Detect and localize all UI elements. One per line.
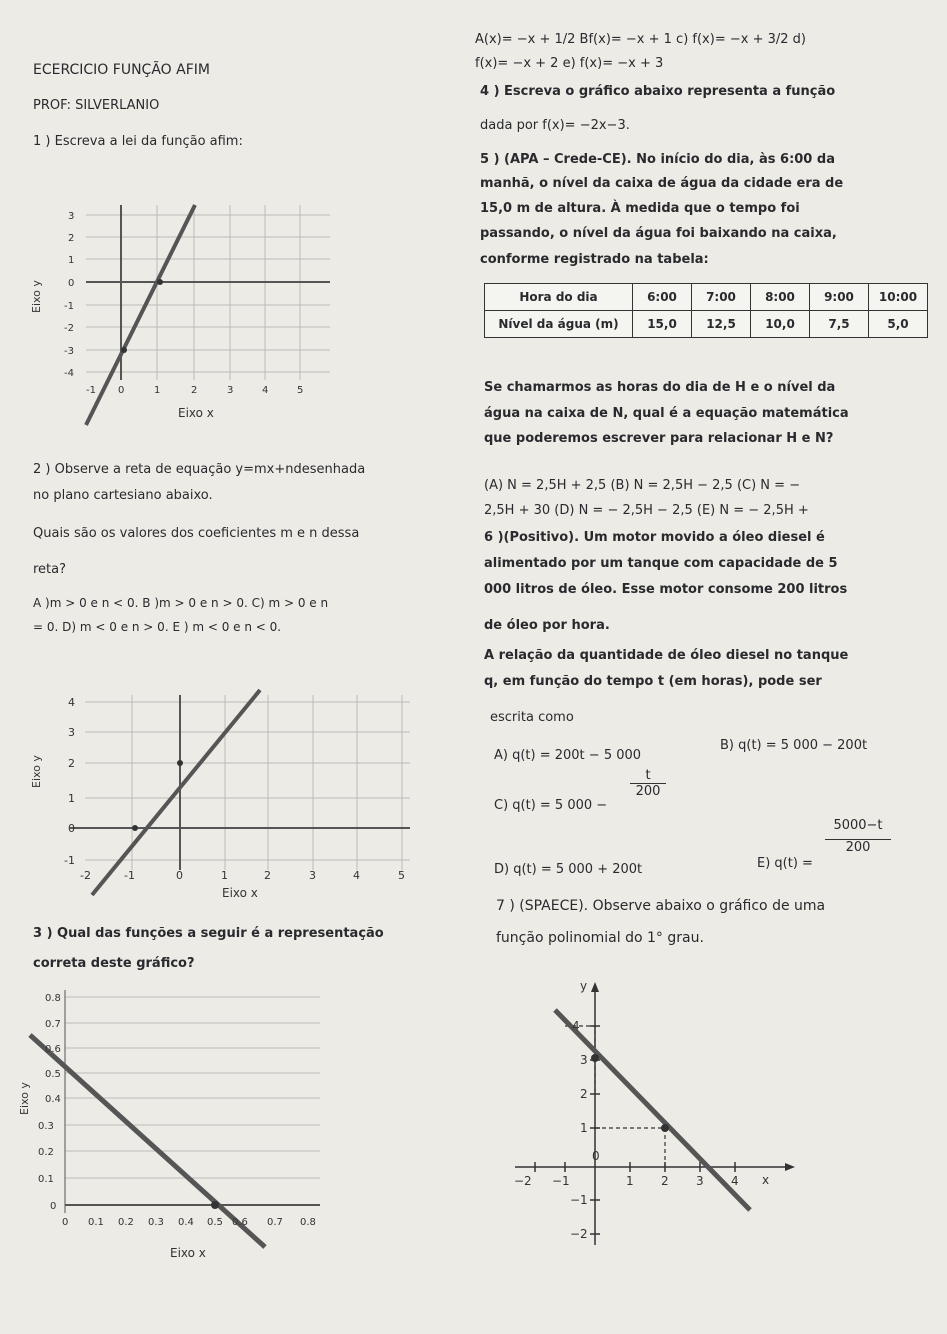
q6-option-a: A) q(t) = 200t − 5 000: [494, 748, 642, 763]
q2-xlabel: Eixo x: [222, 886, 258, 900]
q6-line: A relação da quantidade de óleo diesel no tanque: [484, 648, 849, 663]
q2-line: [92, 690, 260, 895]
q6-line: q, em função do tempo t (em horas), pode ser: [484, 674, 822, 689]
q3-xtick: 0.8: [300, 1217, 316, 1228]
q3-line2: correta deste gráfico?: [33, 956, 195, 971]
q1-xtick: 3: [227, 385, 234, 396]
table-cell: 10,0: [751, 311, 810, 338]
q3-graph: [20, 985, 340, 1265]
q7-xtick: 2: [661, 1174, 669, 1188]
q6-line: alimentado por um tanque com capacidade de 5: [484, 556, 838, 571]
q3-ytick: 0.1: [38, 1174, 54, 1185]
q1-ytick: 3: [68, 211, 75, 222]
q7-ytick: −2: [570, 1227, 588, 1241]
q5-after: água na caixa de N, qual é a equação matemática: [484, 406, 849, 421]
q6-line: 6 )(Positivo). Um motor movido a óleo diesel é: [484, 530, 825, 545]
water-level-table: [484, 283, 928, 338]
q1-ytick: -3: [64, 346, 74, 357]
q1-ytick: -1: [64, 301, 74, 312]
q2-xtick: 5: [398, 869, 405, 882]
q3-xtick: 0.5: [207, 1217, 223, 1228]
q1-xtick: -1: [86, 385, 96, 396]
teacher-name: PROF: SILVERLANIO: [33, 98, 160, 113]
q2-options2: = 0. D) m < 0 e n > 0. E ) m < 0 e n < 0.: [33, 620, 282, 634]
fraction-numerator: 5000−t: [833, 818, 883, 833]
q3-ytick: 0.7: [45, 1019, 61, 1030]
q2-ylabel: Eixo y: [30, 755, 43, 788]
table-cell: 10:00: [869, 284, 928, 311]
q3-ytick: 0: [50, 1201, 57, 1212]
q7-line2: função polinomial do 1° grau.: [496, 930, 704, 946]
q1-statement: 1 ) Escreva a lei da função afim:: [33, 134, 243, 149]
q2-line3: Quais são os valores dos coeficientes m e n dessa: [33, 526, 360, 541]
q5-options1: (A) N = 2,5H + 2,5 (B) N = 2,5H − 2,5 (C) N = −: [484, 478, 801, 493]
q1-xtick: 2: [191, 385, 198, 396]
q5-line: conforme registrado na tabela:: [480, 252, 709, 267]
q1-xtick: 5: [297, 385, 304, 396]
q2-line4: reta?: [33, 562, 67, 577]
q1-options-line2: f(x)= −x + 2 e) f(x)= −x + 3: [475, 56, 664, 71]
q1-ytick: -4: [64, 368, 74, 379]
q1-xtick: 4: [262, 385, 269, 396]
q2-xtick: 2: [264, 869, 271, 882]
q1-xtick: 0: [118, 385, 125, 396]
page-title: ECERCICIO FUNÇÃO AFIM: [33, 62, 210, 78]
q6-line: escrita como: [490, 710, 574, 725]
q1-ytick: 1: [68, 255, 75, 266]
q3-xtick: 0.3: [148, 1217, 164, 1228]
q3-ytick: 0.3: [38, 1121, 54, 1132]
q2-graph: [30, 690, 420, 905]
table-header: Hora do dia: [485, 284, 633, 311]
q5-line: passando, o nível da água foi baixando na caixa,: [480, 226, 837, 241]
q3-line1: 3 ) Qual das funções a seguir é a representação: [33, 926, 384, 941]
q7-ylabel: y: [580, 979, 588, 993]
q6-option-e-fraction: [825, 818, 891, 855]
q3-xtick: 0.2: [118, 1217, 134, 1228]
table-cell: 12,5: [692, 311, 751, 338]
table-cell: 8:00: [751, 284, 810, 311]
q7-xtick: 0: [592, 1149, 600, 1163]
q3-xtick: 0.6: [232, 1217, 248, 1228]
q7-xlabel: x: [762, 1173, 770, 1187]
q3-xtick: 0.4: [178, 1217, 194, 1228]
q3-ytick: 0.6: [45, 1044, 61, 1055]
table-cell: 15,0: [633, 311, 692, 338]
q6-option-c-fraction: [630, 768, 666, 799]
q7-line1: 7 ) (SPAECE). Observe abaixo o gráfico de uma: [496, 898, 826, 914]
q7-ytick: −1: [570, 1193, 588, 1207]
q4-line2: dada por f(x)= −2x−3.: [480, 118, 630, 133]
q6-option-c: C) q(t) = 5 000 −: [494, 798, 608, 813]
q1-ytick: 2: [68, 233, 75, 244]
q7-xtick: 4: [731, 1174, 739, 1188]
table-cell: 6:00: [633, 284, 692, 311]
q2-xtick: -2: [80, 869, 91, 882]
table-row: [485, 284, 928, 311]
q2-ytick: 3: [68, 726, 75, 739]
fraction-denominator: 200: [630, 783, 666, 799]
q2-ytick: -1: [64, 854, 75, 867]
q7-xtick: −2: [514, 1174, 532, 1188]
q2-line2: no plano cartesiano abaixo.: [33, 488, 213, 503]
q5-line: manhã, o nível da caixa de água da cidade era de: [480, 176, 844, 191]
q2-xtick: 1: [221, 869, 228, 882]
q7-ytick: 2: [580, 1087, 588, 1101]
q6-option-d: D) q(t) = 5 000 + 200t: [494, 862, 643, 877]
q7-xtick: −1: [552, 1174, 570, 1188]
q5-after: que poderemos escrever para relacionar H e N?: [484, 431, 834, 446]
q3-ytick: 0.8: [45, 993, 61, 1004]
q1-ytick: 0: [68, 278, 75, 289]
fraction-numerator: t: [645, 768, 651, 783]
q2-ytick: 4: [68, 696, 75, 709]
q2-xtick: 0: [176, 869, 183, 882]
q3-ylabel: Eixo y: [18, 1082, 31, 1115]
q2-options1: A )m > 0 e n < 0. B )m > 0 e n > 0. C) m > 0 e n: [33, 596, 329, 610]
q6-line: de óleo por hora.: [484, 618, 610, 633]
q3-xtick: 0: [62, 1217, 69, 1228]
q1-ytick: -2: [64, 323, 74, 334]
q1-ylabel: Eixo y: [30, 280, 43, 313]
q7-ytick: 3: [580, 1053, 588, 1067]
q2-ytick: 1: [68, 792, 75, 805]
q3-xtick: 0.7: [267, 1217, 283, 1228]
q6-line: 000 litros de óleo. Esse motor consome 200 litros: [484, 582, 848, 597]
q2-line1: 2 ) Observe a reta de equação y=mx+ndesenhada: [33, 462, 366, 477]
q5-after: Se chamarmos as horas do dia de H e o nível da: [484, 380, 836, 395]
q7-ytick: 4: [572, 1019, 580, 1033]
q2-ytick: 0: [68, 822, 75, 835]
q2-xtick: -1: [124, 869, 135, 882]
table-cell: 7,5: [810, 311, 869, 338]
q5-line: 5 ) (APA – Crede-CE). No início do dia, às 6:00 da: [480, 152, 835, 167]
q1-options-line1: A(x)= −x + 1/2 Bf(x)= −x + 1 c) f(x)= −x + 3/2 d): [475, 32, 806, 47]
table-cell: 5,0: [869, 311, 928, 338]
q2-ytick: 2: [68, 757, 75, 770]
q7-line: [555, 1010, 750, 1210]
table-row: [485, 311, 928, 338]
q1-xlabel: Eixo x: [178, 406, 214, 420]
q5-options2: 2,5H + 30 (D) N = − 2,5H − 2,5 (E) N = − 2,5H +: [484, 503, 809, 518]
q3-xlabel: Eixo x: [170, 1246, 206, 1260]
q3-ytick: 0.4: [45, 1094, 61, 1105]
q3-ytick: 0.5: [45, 1069, 61, 1080]
table-cell: 9:00: [810, 284, 869, 311]
q7-graph: [500, 970, 800, 1260]
q1-xtick: 1: [154, 385, 161, 396]
q3-ytick: 0.2: [38, 1147, 54, 1158]
fraction-denominator: 200: [825, 839, 891, 855]
q7-ytick: 1: [580, 1121, 588, 1135]
q2-xtick: 3: [309, 869, 316, 882]
q6-option-b: B) q(t) = 5 000 − 200t: [720, 738, 868, 753]
q3-xtick: 0.1: [88, 1217, 104, 1228]
q7-xtick: 1: [626, 1174, 634, 1188]
q2-xtick: 4: [353, 869, 360, 882]
table-header: Nível da água (m): [485, 311, 633, 338]
table-cell: 7:00: [692, 284, 751, 311]
q1-graph: [30, 195, 330, 430]
q4-line1: 4 ) Escreva o gráfico abaixo representa a função: [480, 84, 836, 99]
q5-line: 15,0 m de altura. À medida que o tempo foi: [480, 201, 800, 216]
q6-option-e: E) q(t) =: [757, 856, 813, 871]
q7-xtick: 3: [696, 1174, 704, 1188]
